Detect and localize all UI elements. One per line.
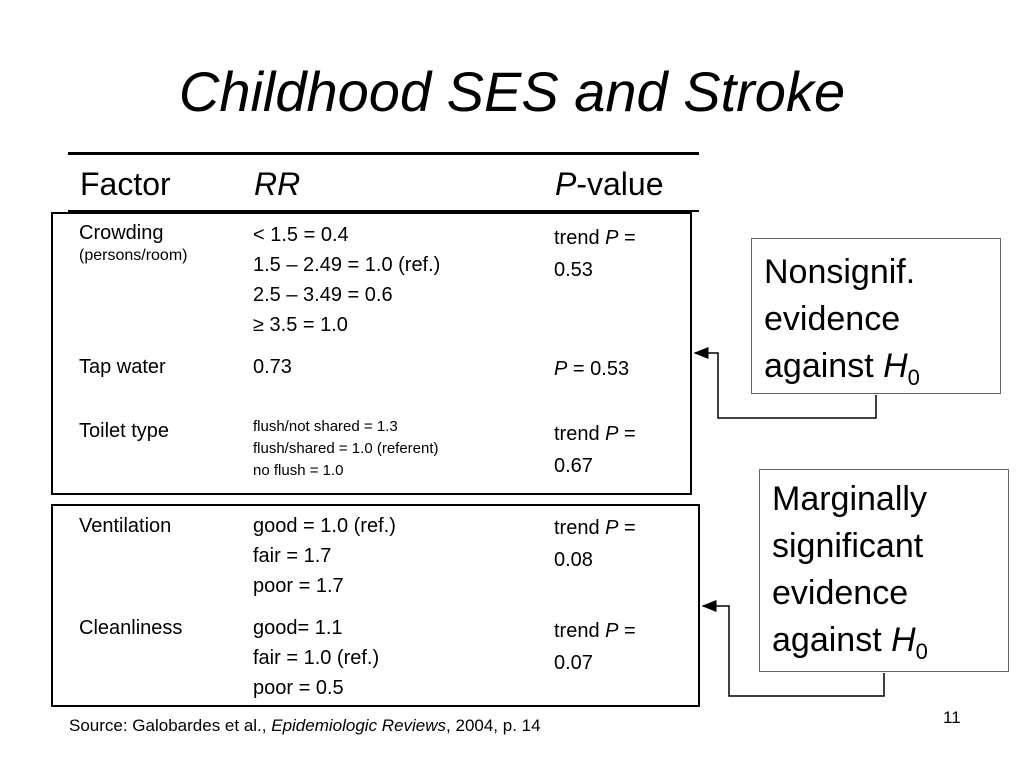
callout-nonsignificant: Nonsignif. evidence against $H_0$ <box>751 238 1001 394</box>
p-value-cell: trend P = 0.67 <box>554 423 636 477</box>
p-value-cell: trend P = 0.53 <box>554 227 636 281</box>
rr-cell: good= 1.1 fair = 1.0 (ref.) poor = 0.5 <box>253 617 380 699</box>
p-value-cell: trend P = 0.08 <box>554 517 636 571</box>
source-citation: Source: Galobardes et al., Epidemiologic Reviews, 2004, p. 14 <box>69 716 541 735</box>
header-factor: Factor <box>80 166 171 202</box>
rr-cell: good = 1.0 (ref.) fair = 1.7 poor = 1.7 <box>253 515 396 597</box>
p-value-cell: P = 0.53 <box>554 358 630 380</box>
arrow-nonsignificant <box>695 353 876 418</box>
factor-label: Crowding <box>79 222 164 244</box>
header-p-value: P-value <box>555 166 664 202</box>
rr-cell: 0.73 <box>253 356 292 378</box>
page-number: 11 <box>943 708 961 727</box>
factor-sublabel: (persons/room) <box>79 247 188 264</box>
factor-label: Tap water <box>79 356 166 378</box>
factor-label: Toilet type <box>79 420 170 442</box>
rr-cell: < 1.5 = 0.4 1.5 – 2.49 = 1.0 (ref.) 2.5 – 3.49 = 0.6 ≥ 3.5 = 1.0 <box>253 224 441 336</box>
arrow-marginal <box>703 606 884 696</box>
p-value-cell: trend P = 0.07 <box>554 620 636 674</box>
factor-label: Ventilation <box>79 515 172 537</box>
slide-title: Childhood SES and Stroke <box>178 60 846 123</box>
factor-label: Cleanliness <box>79 617 183 639</box>
header-rr: RR <box>254 166 301 202</box>
rr-cell: flush/not shared = 1.3 flush/shared = 1.0 (referent) no flush = 1.0 <box>253 418 439 479</box>
callout-marginal: Marginally significant evidence against $H_0$ <box>759 469 1009 672</box>
